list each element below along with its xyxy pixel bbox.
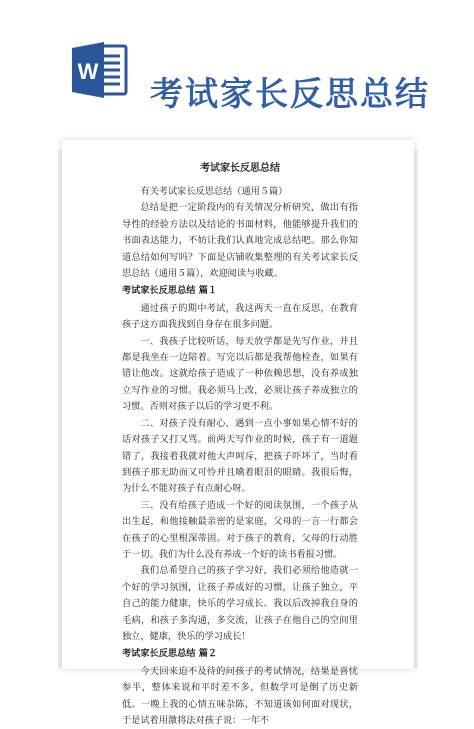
- paragraph: 总结是把一定阶段内的有关情况分析研究，做出有指导性的经验方法以及结论的书面材料，他能够提升我们的书面表达能力，不妨让我们认真地完成总结吧。那么你知道总结如何写吗？下面是店铺收集整理的有关考试家长反思总结（通用５篇），欢迎阅读与收藏。: [122, 202, 358, 280]
- section-heading: 考试家长反思总结 篇１: [122, 285, 218, 297]
- section-heading: 考试家长反思总结 篇２: [122, 648, 218, 660]
- banner-title: 考试家长反思总结: [150, 74, 430, 113]
- banner: [0, 0, 474, 128]
- paragraph: 有关考试家长反思总结（通用５篇）: [140, 186, 288, 197]
- document-body: [122, 162, 358, 729]
- paragraph: 二、对孩子没有耐心，遇到一点小事如果心情不好的话对孩子又打又骂。前两天写作业的时候，孩子有一道题错了，我接着我就对他大声呵斥，把孩子吓坏了，当时看到孩子那无助而又可怜并且噙着眼泪的眼睛。我很后悔，为什么不能对孩子有点耐心呀。: [122, 417, 358, 495]
- paragraph: 我们总希望自己的孩子学习好，我们必须给他造就一个好的学习氛围，让孩子养成好的习惯，让孩子独立，平自己的能力健康，快乐的学习成长。我以后改掉我自身的毛病，和孩子多沟通，多交流，让孩子在他自己的空间里独立，健康，快乐的学习成长！: [122, 565, 358, 642]
- document-paragraphs: [122, 184, 358, 729]
- paragraph: 今天回来迫不及待的问孩子的考试情况，结果是喜忧参半，整体来说和平时差不多，但数学可是倒了历史新低。一晚上我的心情五味杂陈，不知道该如何面对现状，于是试着用激将法对孩子说：一年不: [122, 665, 358, 726]
- paragraph: 三、没有给孩子造成一个好的阅读氛围，一个孩子从出生起，和他接触最亲密的是家庭，父母的一言一行都会在孩子的心里根深蒂固。对于孩子的教育，父母的行动胜于一切。我们为什么没有养成一个好的读书看报习惯。: [122, 499, 358, 560]
- document-title: 考试家长反思总结: [200, 163, 280, 174]
- word-icon-letter: W: [77, 59, 99, 84]
- paragraph: 通过孩子的期中考试，我这两天一直在反思，在教育孩子这方面我找到自身存在很多问题。: [122, 302, 358, 331]
- word-document-icon: [70, 40, 128, 100]
- paragraph: 一、我孩子比较听话，每天放学都是先写作业，并且都是我坐在一边陪着。写完以后都是我帮他检查，如果有错让他改。这就给孩子造成了一种依赖思想，没有养成独立写作业的习惯。我必须马上改，必须让孩子养成独立的习惯。否则对孩子以后的学习更不利。: [122, 335, 358, 413]
